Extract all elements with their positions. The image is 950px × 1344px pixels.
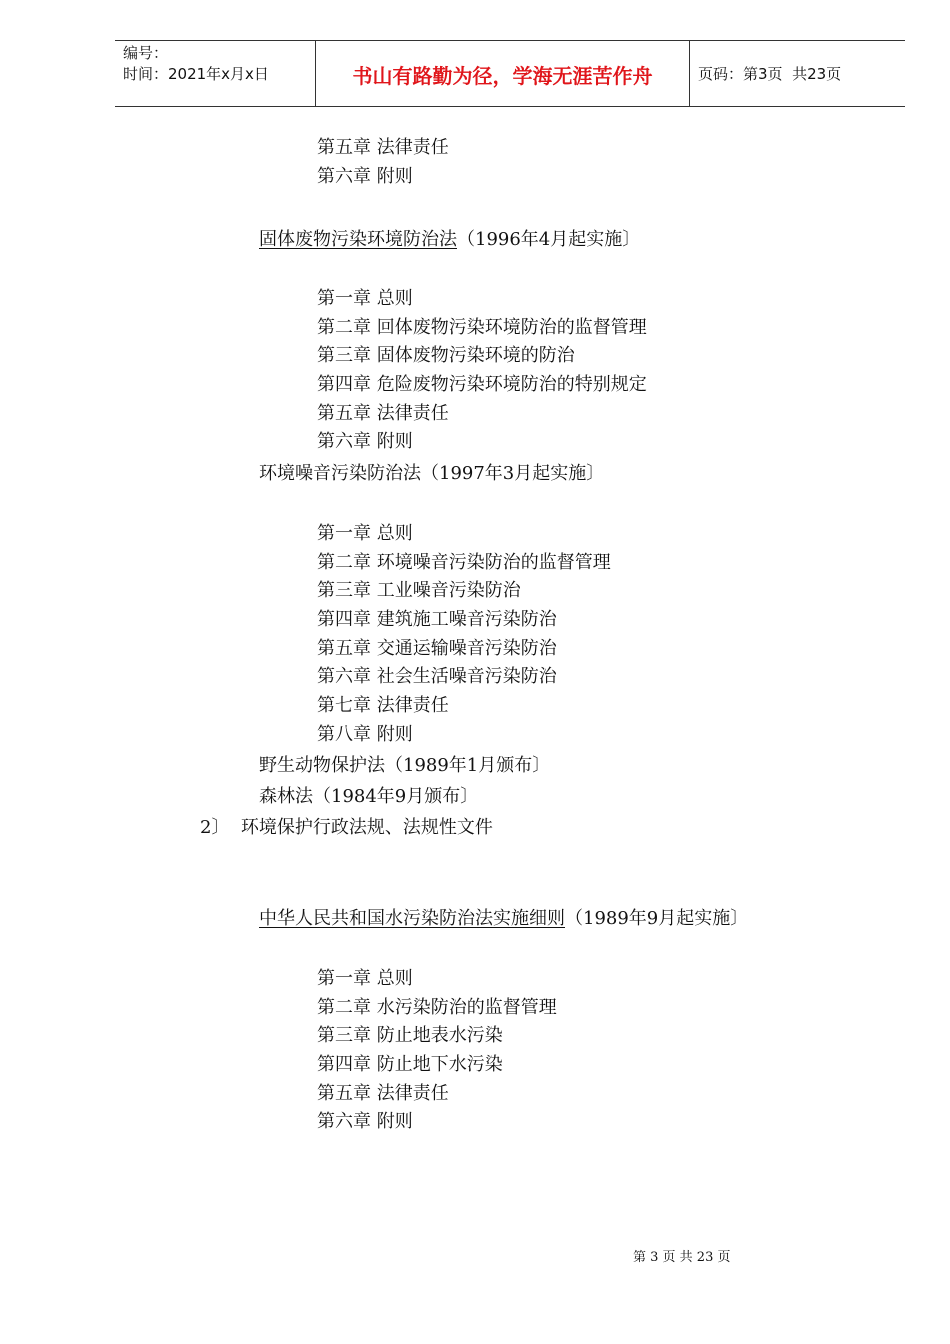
law-title: 环境噪音污染防治法 (259, 463, 421, 484)
chapter-line: 第四章 防止地下水污染 (317, 1054, 503, 1075)
chapter-line: 第三章 工业噪音污染防治 (317, 580, 521, 601)
chapter-line: 第三章 固体废物污染环境的防治 (317, 345, 575, 366)
law-title: 固体废物污染环境防治法 (259, 229, 457, 250)
law-title: 森林法 (259, 786, 313, 807)
law-note: （1989年1月颁布〕 (385, 755, 551, 776)
chapter-line: 第一章 总则 (317, 523, 413, 544)
page-header (115, 40, 905, 107)
header-motto-cell (316, 41, 690, 106)
law-heading (259, 786, 478, 808)
law-title: 野生动物保护法 (259, 755, 385, 776)
chapter-line: 第二章 环境噪音污染防治的监督管理 (317, 552, 611, 573)
law-heading (259, 463, 604, 485)
chapter-line: 第五章 法律责任 (317, 1083, 449, 1104)
chapter-line: 第二章 水污染防治的监督管理 (317, 997, 557, 1018)
chapter-line: 第五章 法律责任 (317, 403, 449, 424)
chapter-line: 第六章 附则 (317, 166, 413, 187)
law-note: （1996年4月起实施〕 (457, 229, 641, 250)
chapter-line: 第一章 总则 (317, 968, 413, 989)
document-number-label: 编号： (123, 44, 169, 62)
page-footer: 第 3 页 共 23 页 (633, 1250, 731, 1265)
chapter-line: 第二章 回体废物污染环境防治的监督管理 (317, 317, 647, 338)
header-motto: 书山有路勤为径，学海无涯苦作舟 (352, 64, 653, 88)
chapter-line: 第六章 附则 (317, 1111, 413, 1132)
chapter-line: 第一章 总则 (317, 288, 413, 309)
document-time-label: 时间：2021年x月x日 (123, 65, 269, 83)
law-note: （1989年9月起实施〕 (565, 908, 749, 929)
law-heading (259, 908, 748, 930)
law-heading (259, 229, 640, 251)
chapter-line: 第七章 法律责任 (317, 695, 449, 716)
chapter-line: 第四章 建筑施工噪音污染防治 (317, 609, 557, 630)
law-note: （1984年9月颁布〕 (313, 786, 479, 807)
subsection-heading: 2〕 环境保护行政法规、法规性文件 (200, 817, 493, 838)
chapter-line: 第五章 法律责任 (317, 137, 449, 158)
chapter-line: 第三章 防止地表水污染 (317, 1025, 503, 1046)
chapter-line: 第五章 交通运输噪音污染防治 (317, 638, 557, 659)
chapter-line: 第八章 附则 (317, 724, 413, 745)
law-note: （1997年3月起实施〕 (421, 463, 605, 484)
chapter-line: 第四章 危险废物污染环境防治的特别规定 (317, 374, 647, 395)
law-title: 中华人民共和国水污染防治法实施细则 (259, 908, 565, 929)
chapter-line: 第六章 社会生活噪音污染防治 (317, 666, 557, 687)
header-page-label: 页码：第3页 共23页 (698, 65, 842, 83)
chapter-line: 第六章 附则 (317, 431, 413, 452)
law-heading (259, 755, 550, 777)
header-page-cell (690, 41, 905, 106)
header-meta-cell (115, 41, 316, 106)
